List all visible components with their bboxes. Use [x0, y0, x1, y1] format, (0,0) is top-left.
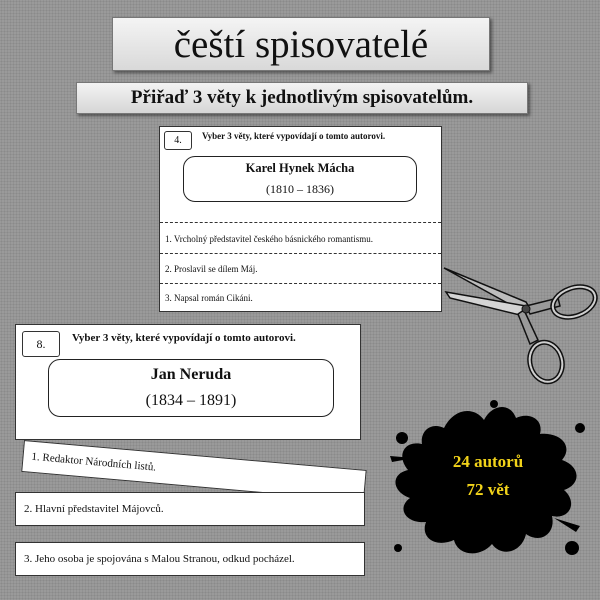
- scissors-icon: [440, 262, 600, 390]
- author-name-box: [183, 156, 417, 202]
- author-name: Jan Neruda: [150, 366, 232, 383]
- author-card-neruda: [15, 324, 361, 440]
- cut-line: [160, 253, 441, 254]
- card-instruction: Vyber 3 věty, které vypovídají o tomto autorovi.: [202, 131, 386, 141]
- card-number: 8.: [22, 331, 60, 357]
- badge-authors: 24 autorů: [452, 452, 524, 471]
- sentence-row: 3. Napsal román Cikáni.: [165, 293, 253, 303]
- sentence-row: 2. Proslavil se dílem Máj.: [165, 264, 258, 274]
- badge-sentences: 72 vět: [466, 480, 510, 499]
- instruction-banner: Přiřaď 3 věty k jednotlivým spisovatelům.: [76, 82, 528, 114]
- sentence-text: 3. Jeho osoba je spojována s Malou Stranou, odkud pocházel.: [24, 553, 295, 565]
- card-number: 4.: [164, 131, 192, 150]
- author-years: (1810 – 1836): [266, 182, 334, 196]
- sentence-text: 2. Hlavní představitel Májovců.: [24, 503, 164, 515]
- sentence-text: 1. Redaktor Národních listů.: [31, 450, 157, 474]
- page-title: čeští spisovatelé: [112, 17, 490, 71]
- author-name-box: [48, 359, 334, 417]
- sentence-strip[interactable]: [15, 492, 365, 526]
- sentence-strip[interactable]: [15, 542, 365, 576]
- sentence-row: 1. Vrcholný představitel českého básnického romantismu.: [165, 234, 373, 244]
- card-instruction: Vyber 3 věty, které vypovídají o tomto autorovi.: [72, 332, 296, 344]
- author-years: (1834 – 1891): [145, 392, 237, 409]
- cut-line: [160, 222, 441, 223]
- author-card-macha: [159, 126, 442, 312]
- author-name: Karel Hynek Mácha: [245, 161, 355, 175]
- cut-line: [160, 283, 441, 284]
